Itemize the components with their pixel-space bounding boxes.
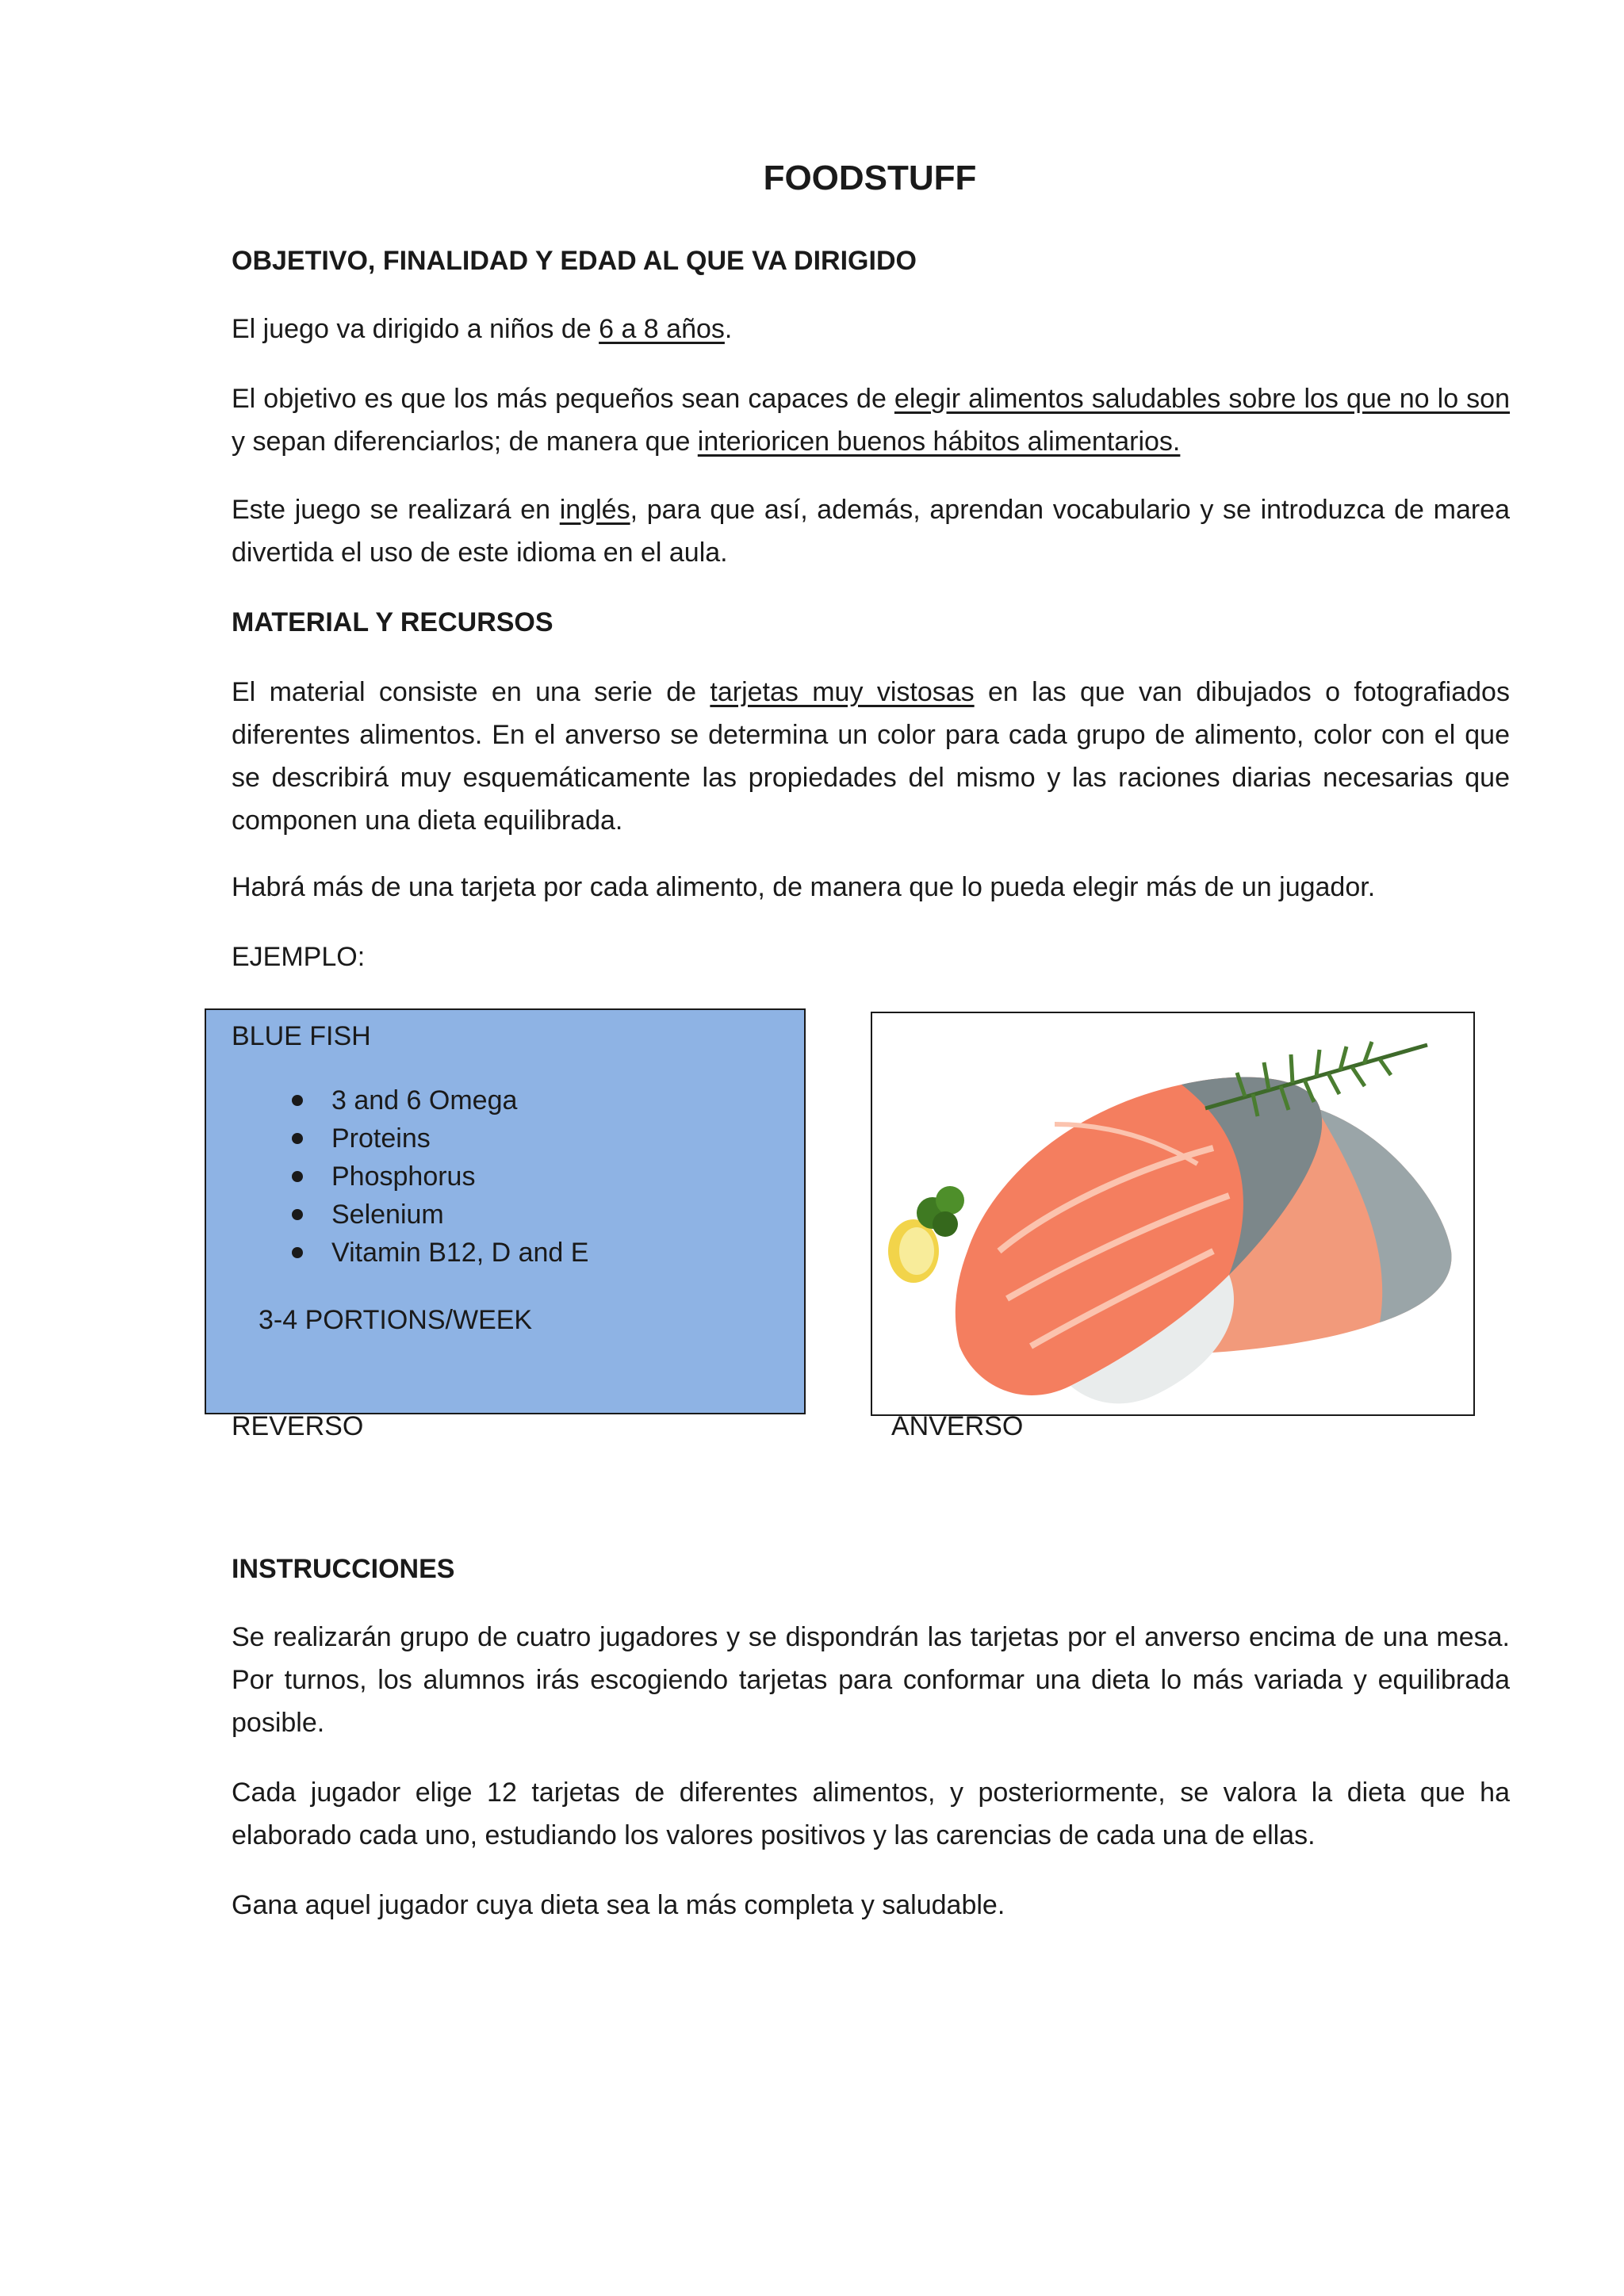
- page-title: FOODSTUFF: [763, 159, 977, 197]
- list-item: 3 and 6 Omega: [331, 1081, 588, 1119]
- portions-text: 3-4 PORTIONS/WEEK: [259, 1305, 533, 1335]
- text-span: Este juego se realizará en: [232, 495, 560, 525]
- paragraph-instrucciones-3: Gana aquel jugador cuya dieta sea la más completa y saludable.: [232, 1890, 1005, 1920]
- list-item: Phosphorus: [331, 1158, 588, 1196]
- text-span: El material consiste en una serie de: [232, 677, 710, 707]
- text-span: .: [724, 314, 733, 344]
- text-span: en las que van dibujados o fotografiados diferentes alimentos. En el anverso se determina un color para cada grupo de alimento, color con el que se describirá muy esquemáticamente las propiedades del mismo y las raciones diarias necesarias que componen una dieta equilibrada.: [232, 677, 1510, 836]
- paragraph-instrucciones-2: Cada jugador elige 12 tarjetas de diferentes alimentos, y posteriormente, se valora la dieta que ha elaborado cada uno, estudiando los valores positivos y las carencias de cada una de ellas.: [232, 1777, 1510, 1850]
- paragraph-material: [232, 671, 1510, 842]
- paragraph-tarjetas: Habrá más de una tarjeta por cada alimento, de manera que lo pueda elegir más de un jugador.: [232, 872, 1376, 902]
- card-back-label: REVERSO: [232, 1411, 364, 1441]
- text-span: El juego va dirigido a niños de: [232, 314, 599, 344]
- text-span: , para que así, además, aprendan vocabulario y se introduzca de marea divertida el uso de este idioma en el aula.: [232, 495, 1510, 568]
- card-back-blue-fish: [205, 1008, 806, 1414]
- salmon-steak-photo-icon: [872, 1013, 1473, 1414]
- example-label: EJEMPLO:: [232, 942, 366, 972]
- nutrient-list: [206, 1081, 588, 1272]
- underlined-text: interioricen buenos hábitos alimentarios.: [697, 427, 1181, 457]
- paragraph-ingles: [232, 488, 1510, 574]
- section-heading-material: MATERIAL Y RECURSOS: [232, 607, 553, 637]
- list-item: Selenium: [331, 1196, 588, 1234]
- text-span: y sepan diferenciarlos; de manera que: [232, 427, 698, 457]
- list-item: Proteins: [331, 1119, 588, 1158]
- text-span: El objetivo es que los más pequeños sean capaces de: [232, 384, 894, 414]
- card-front-label: ANVERSO: [891, 1411, 1024, 1441]
- card-front-image: [871, 1012, 1475, 1416]
- paragraph-instrucciones-1: Se realizarán grupo de cuatro jugadores y se dispondrán las tarjetas por el anverso encima de una mesa. Por turnos, los alumnos irás escogiendo tarjetas para conformar una dieta lo más variada y equilibrada posible.: [232, 1622, 1510, 1738]
- paragraph-objetivo: [232, 377, 1510, 463]
- underlined-text: tarjetas muy vistosas: [710, 677, 975, 707]
- card-title: BLUE FISH: [232, 1021, 371, 1051]
- list-item: Vitamin B12, D and E: [331, 1234, 588, 1272]
- underlined-text: inglés: [559, 495, 630, 525]
- underlined-text: elegir alimentos saludables sobre los que no lo son: [894, 384, 1510, 414]
- paragraph-edad: [232, 308, 1510, 350]
- underlined-text: 6 a 8 años: [599, 314, 725, 344]
- section-heading-objetivo: OBJETIVO, FINALIDAD Y EDAD AL QUE VA DIRIGIDO: [232, 246, 917, 276]
- section-heading-instrucciones: INSTRUCCIONES: [232, 1554, 455, 1584]
